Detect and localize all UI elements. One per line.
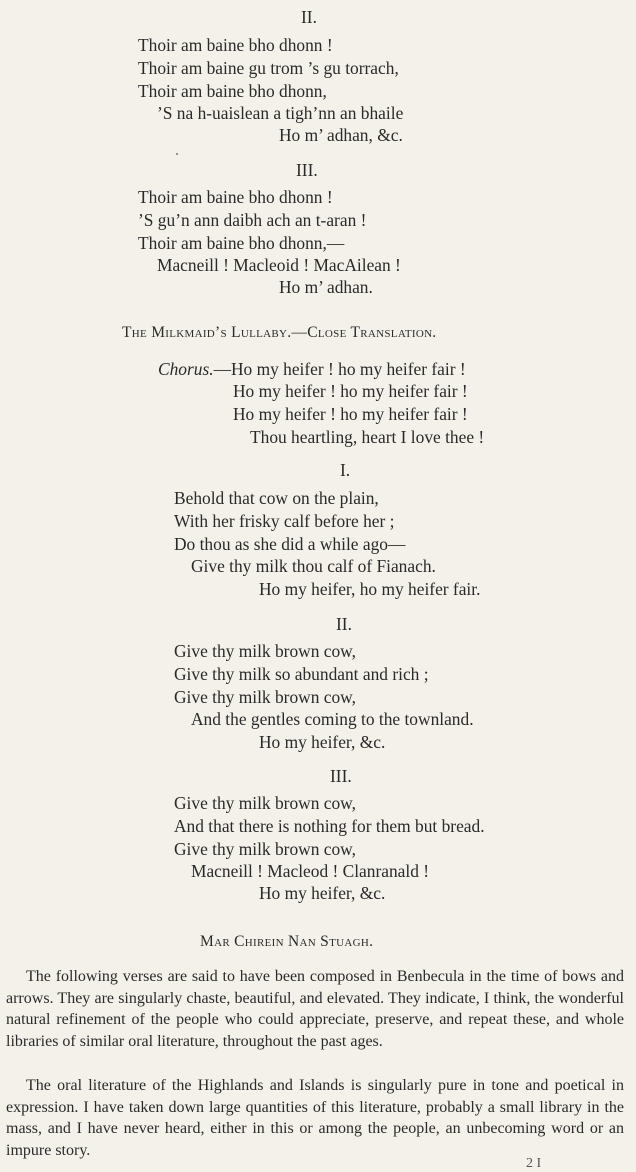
stanza-numeral: III.	[296, 160, 318, 180]
verse-line: Give thy milk brown cow,	[174, 793, 356, 813]
verse-line: Thoir am baine bho dhonn,	[138, 81, 327, 101]
verse-line: Give thy milk so abundant and rich ;	[174, 664, 429, 684]
verse-line: Macneill ! Macleoid ! MacAilean !	[157, 255, 401, 275]
chorus-label: Chorus.	[158, 359, 214, 379]
verse-line: Thoir am baine bho dhonn,—	[138, 233, 345, 253]
chorus-line: Thou heartling, heart I love thee !	[250, 427, 485, 447]
verse-line: And the gentles coming to the townland.	[191, 709, 474, 729]
prose-paragraph: The following verses are said to have been composed in Benbecula in the time of bows and arrows. They are singularly chaste, beautiful, and elevated. They indicate, I think, the wonderful natural refinement of the people who could appreciate, preserve, and repeat these, and whole libraries of similar oral literature, throughout the past ages.	[6, 968, 624, 1050]
stanza-numeral: II.	[336, 614, 352, 634]
verse-line: Behold that cow on the plain,	[174, 488, 379, 508]
verse-line: ’S gu’n ann daibh ach an t-aran !	[138, 210, 367, 230]
verse-line: Give thy milk brown cow,	[174, 641, 356, 661]
prose-paragraph: The oral literature of the Highlands and Islands is singularly pure in tone and poetical in expression. I have taken down large quantities of this literature, probably a small library in the mass, and I have never heard, either in this or among the people, an unbecoming word or an impure story.	[6, 1077, 624, 1159]
verse-line: Thoir am baine bho dhonn !	[138, 187, 333, 207]
chorus-text: —Ho my heifer ! ho my heifer fair !	[213, 359, 466, 379]
verse-line: Thoir am baine bho dhonn !	[138, 35, 333, 55]
verse-line: And that there is nothing for them but bread.	[174, 816, 485, 836]
stanza-numeral: II.	[301, 7, 317, 27]
refrain-line: Ho m’ adhan, &c.	[279, 125, 403, 145]
verse-line: Macneill ! Macleod ! Clanranald !	[191, 861, 430, 881]
refrain-line: Ho my heifer, &c.	[259, 883, 386, 903]
chorus-line: Ho my heifer ! ho my heifer fair !	[233, 404, 468, 424]
chorus-line: Ho my heifer ! ho my heifer fair !	[233, 381, 468, 401]
print-speck	[176, 153, 178, 155]
translation-heading: The Milkmaid’s Lullaby.—Close Translation.	[122, 324, 437, 341]
refrain-line: Ho my heifer, &c.	[259, 732, 386, 752]
verse-line: With her frisky calf before her ;	[174, 511, 395, 531]
verse-line: Give thy milk brown cow,	[174, 687, 356, 707]
section-heading: Mar Chirein Nan Stuagh.	[200, 933, 374, 950]
signature-mark: 2 I	[526, 1156, 542, 1171]
verse-line: ’S na h-uaislean a tigh’nn an bhaile	[157, 103, 404, 123]
verse-line: Give thy milk brown cow,	[174, 839, 356, 859]
verse-line: Do thou as she did a while ago—	[174, 534, 406, 554]
verse-line: Thoir am baine gu trom ’s gu torrach,	[138, 58, 399, 78]
refrain-line: Ho my heifer, ho my heifer fair.	[259, 579, 481, 599]
stanza-numeral: I.	[340, 460, 351, 480]
refrain-line: Ho m’ adhan.	[279, 277, 373, 297]
chorus-line	[158, 358, 466, 380]
stanza-numeral: III.	[330, 766, 352, 786]
verse-line: Give thy milk thou calf of Fianach.	[191, 556, 436, 576]
